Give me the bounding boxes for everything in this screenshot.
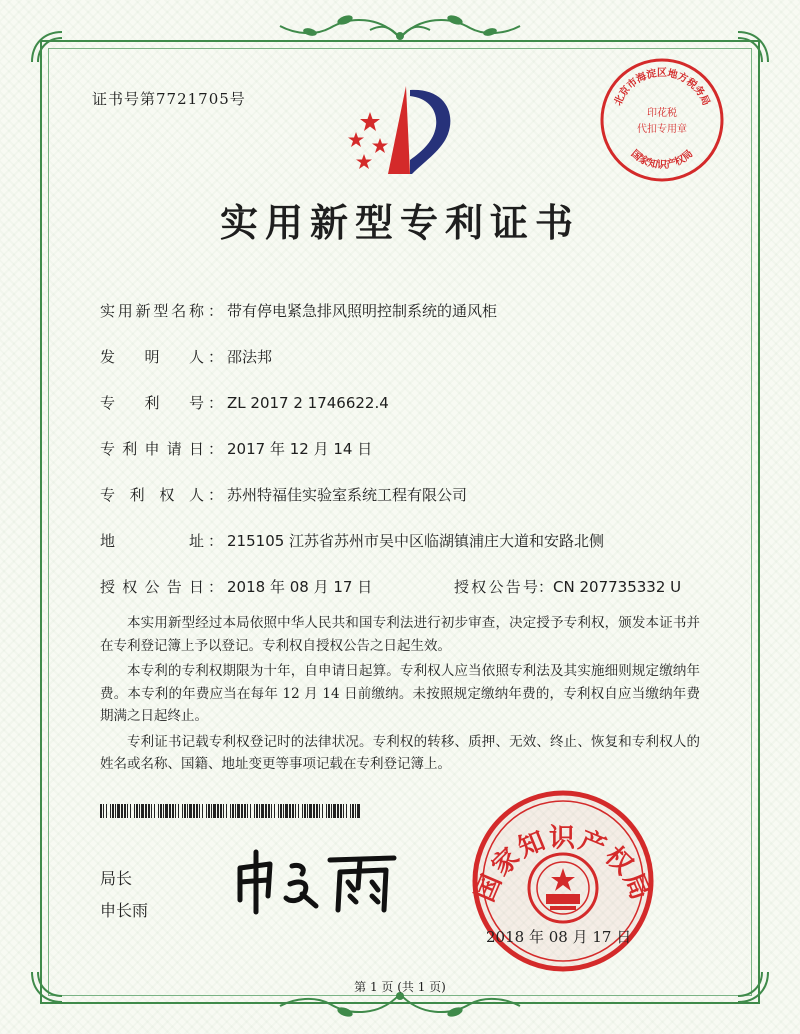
certificate-title: 实用新型专利证书 xyxy=(219,201,580,245)
field-patent-number: 专利号 ： ZL 2017 2 1746622.4 xyxy=(100,394,389,412)
cnipa-logo-icon xyxy=(326,82,476,180)
field-label: 专利申请日 xyxy=(100,440,204,458)
field-label: 专利号 xyxy=(100,394,204,412)
field-patentee: 专利权人 ： 苏州特福佳实验室系统工程有限公司 xyxy=(100,486,468,504)
field-value: CN 207735332 U xyxy=(553,578,682,596)
seal-arc-text: 国家知识产权局 xyxy=(470,823,656,907)
field-inventor: 发明人 ： 邵法邦 xyxy=(100,348,273,366)
director-signature xyxy=(226,838,406,918)
field-value: 邵法邦 xyxy=(227,348,273,366)
barcode-strip xyxy=(100,804,362,818)
field-application-date: 专利申请日 ： 2017 年 12 月 14 日 xyxy=(100,440,373,458)
field-value: 带有停电紧急排风照明控制系统的通风柜 xyxy=(227,302,498,320)
field-address: 地址 ： 215105 江苏省苏州市吴中区临湖镇浦庄大道和安路北侧 xyxy=(100,532,605,550)
seal-date: 2018 年 08 月 17 日 xyxy=(486,928,632,946)
stamp-line-1: 印花税 xyxy=(647,108,677,119)
field-value: 苏州特福佳实验室系统工程有限公司 xyxy=(227,486,468,504)
certificate-body-text xyxy=(100,612,700,779)
body-paragraph: 本专利的专利权期限为十年，自申请日起算。专利权人应当依照专利法及其实施细则规定缴纳年费。本专利的年费应当在每年 12 月 14 日前缴纳。未按照规定缴纳年费的，专利权自应当缴纳年费期满之日起终止。 xyxy=(100,663,700,724)
field-value: 2018 年 08 月 17 日 xyxy=(227,578,373,596)
stamp-outer-text: 北京市海淀区地方税务局 xyxy=(612,68,712,108)
svg-text:国家知识产权局 xyxy=(629,147,696,171)
corner-ornament-top-left xyxy=(30,30,64,64)
field-label: 授权公告日 xyxy=(100,578,204,596)
body-paragraph: 专利证书记载专利权登记时的法律状况。专利权的转移、质押、无效、终止、恢复和专利权人的姓名或名称、国籍、地址变更等事项记载在专利登记簿上。 xyxy=(100,733,700,772)
field-label: 授权公告号 xyxy=(454,578,538,596)
field-value: 2017 年 12 月 14 日 xyxy=(227,440,373,458)
tax-agency-stamp xyxy=(598,56,726,184)
field-label: 实用新型名称 xyxy=(100,302,204,320)
field-value: ZL 2017 2 1746622.4 xyxy=(227,394,389,412)
field-label: 地址 xyxy=(100,532,204,550)
certificate-number: 证书号第7721705号 xyxy=(92,90,246,108)
corner-ornament-top-right xyxy=(736,30,770,64)
page-number: 第 1 页 (共 1 页) xyxy=(354,980,446,994)
field-label: 专利权人 xyxy=(100,486,204,504)
director-name: 申长雨 xyxy=(100,901,149,920)
field-utility-model-name: 实用新型名称 ： 带有停电紧急排风照明控制系统的通风柜 xyxy=(100,302,498,320)
field-value: 215105 江苏省苏州市吴中区临湖镇浦庄大道和安路北侧 xyxy=(227,532,605,550)
field-grant-announcement-number: 授权公告号：CN 207735332 U xyxy=(454,578,682,596)
stamp-line-2: 代扣专用章 xyxy=(637,124,687,135)
top-floral-ornament xyxy=(270,8,530,44)
director-title: 局长 xyxy=(100,869,133,888)
stamp-bottom-text: 国家知识产权局 xyxy=(628,148,696,171)
body-paragraph: 本实用新型经过本局依照中华人民共和国专利法进行初步审查，决定授予专利权，颁发本证书并在专利登记簿上予以登记。专利权自授权公告之日起生效。 xyxy=(100,615,700,654)
field-grant-announcement-date: 授权公告日 ： 2018 年 08 月 17 日 xyxy=(100,578,373,596)
field-label: 发明人 xyxy=(100,348,204,366)
